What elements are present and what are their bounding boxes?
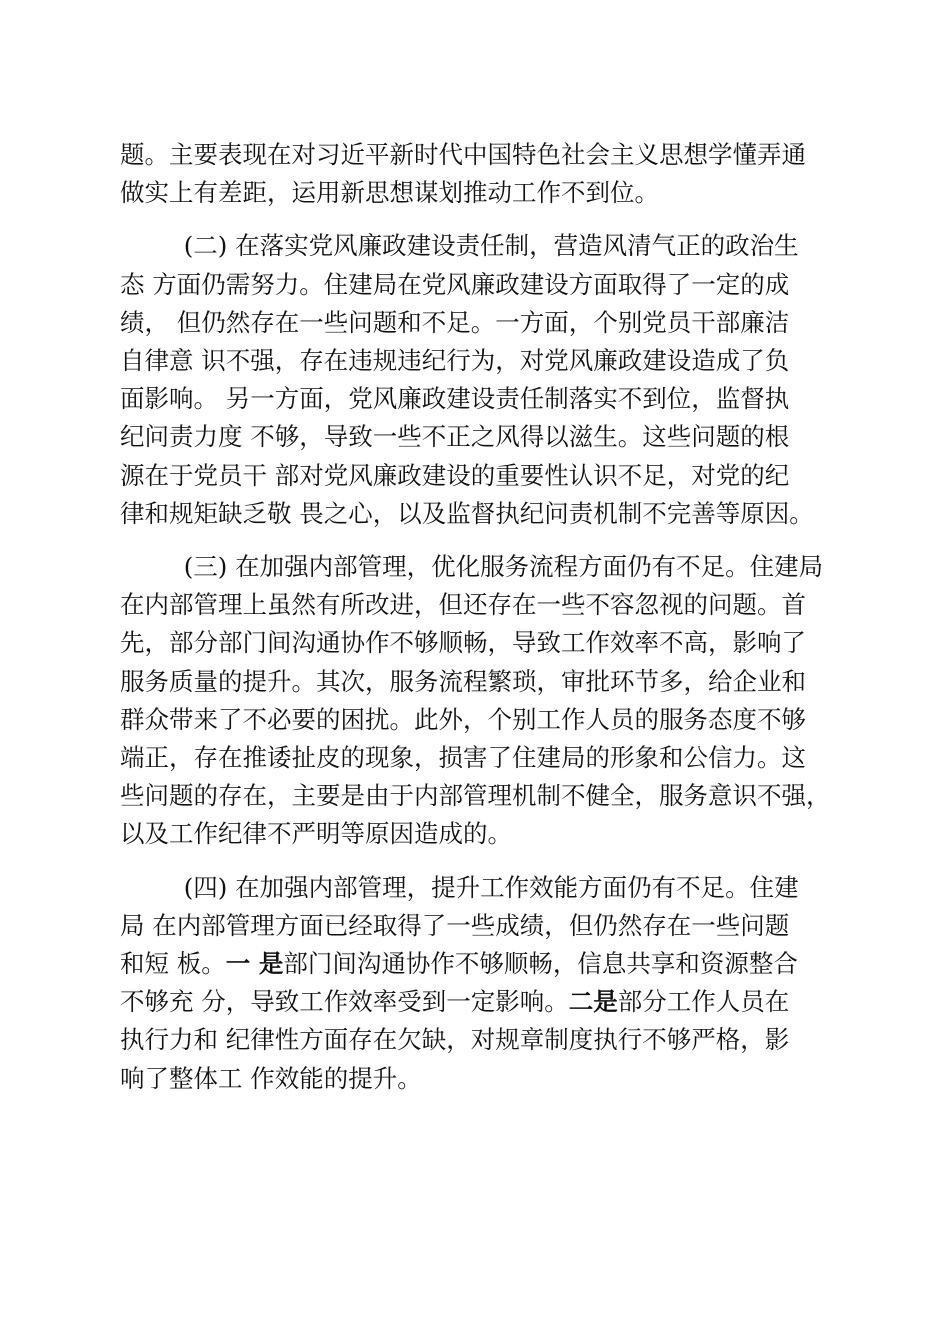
text-line	[120, 945, 850, 983]
text-line: 源在于党员干 部对党风廉政建设的重要性认识不足，对党的纪	[120, 460, 790, 490]
text-line: 自律意 识不强，存在违规违纪行为，对党风廉政建设造成了负	[120, 346, 790, 376]
document-page	[120, 136, 850, 1098]
emphasis-second: 二是	[568, 987, 618, 1017]
text-run: 和短 板。	[120, 949, 226, 979]
paragraph-3	[120, 548, 850, 854]
text-run: 部门间沟通协作不够顺畅，信息共享和资源整合	[283, 949, 798, 979]
text-line: (三) 在加强内部管理，优化服务流程方面仍有不足。住建局	[183, 552, 824, 582]
text-line: 态 方面仍需努力。住建局在党风廉政建设方面取得了一定的成	[120, 269, 790, 299]
text-line: 执行力和 纪律性方面存在欠缺，对规章制度执行不够严格，影	[120, 1025, 790, 1055]
paragraph-1	[120, 136, 850, 212]
text-line: 在内部管理上虽然有所改进，但还存在一些不容忽视的问题。首	[120, 590, 806, 620]
text-run: 不够充 分，导致工作效率受到一定影响。	[120, 987, 569, 1017]
text-run: 部分工作人员在	[617, 987, 790, 1017]
text-line: 局 在内部管理方面已经取得了一些成绩，但仍然存在一些问题	[120, 910, 790, 940]
text-line: 响了整体工 作效能的提升。	[120, 1063, 422, 1093]
text-line: 先，部分部门间沟通协作不够顺畅，导致工作效率不高，影响了	[120, 628, 806, 658]
paragraph-2	[120, 227, 850, 533]
paragraph-4	[120, 869, 850, 1098]
text-line: 面影响。 另一方面，党风廉政建设责任制落实不到位，监督执	[120, 384, 790, 414]
emphasis-first: 一 是	[225, 949, 284, 979]
text-line: (二) 在落实党风廉政建设责任制，营造风清气正的政治生	[183, 231, 799, 261]
text-line: 端正，存在推诿扯皮的现象，损害了住建局的形象和公信力。这	[120, 743, 806, 773]
text-line: 题。主要表现在对习近平新时代中国特色社会主义思想学懂弄通	[120, 140, 806, 169]
text-line	[120, 983, 850, 1021]
text-line: 群众带来了不必要的困扰。此外，个别工作人员的服务态度不够	[120, 704, 806, 734]
text-line: 律和规矩缺乏敬 畏之心，以及监督执纪问责机制不完善等原因。	[120, 498, 814, 528]
text-line: 纪问责力度 不够，导致一些不正之风得以滋生。这些问题的根	[120, 422, 790, 452]
text-line: 服务质量的提升。其次，服务流程繁琐，审批环节多，给企业和	[120, 666, 806, 696]
text-line: 些问题的存在，主要是由于内部管理机制不健全，服务意识不强，	[120, 781, 831, 811]
text-line: 绩， 但仍然存在一些问题和不足。一方面，个别党员干部廉洁	[120, 307, 790, 337]
text-line: 做实上有差距，运用新思想谋划推动工作不到位。	[120, 178, 659, 208]
text-line: (四) 在加强内部管理，提升工作效能方面仍有不足。住建	[183, 872, 799, 902]
text-line: 以及工作纪律不严明等原因造成的。	[120, 819, 512, 849]
